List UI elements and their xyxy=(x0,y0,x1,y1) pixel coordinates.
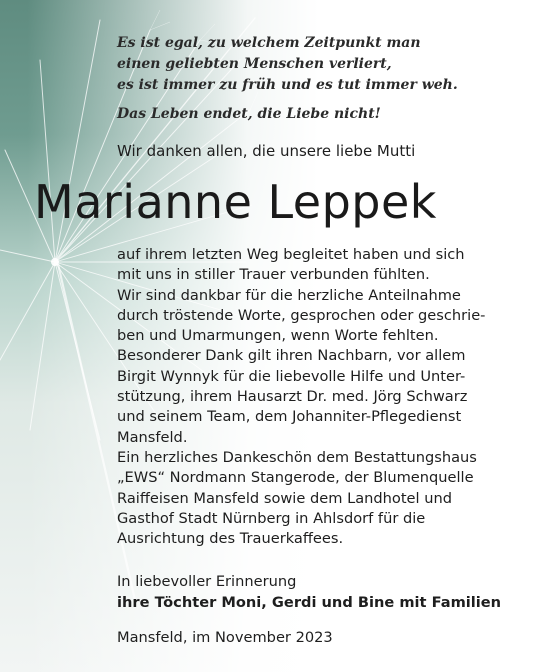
message-line: ben und Umarmungen, wenn Worte fehlten. xyxy=(117,327,439,345)
message-line: Ein herzliches Dankeschön dem Bestattungshaus xyxy=(117,448,477,466)
memorial-poem xyxy=(117,33,537,125)
message-line: durch tröstende Worte, gesprochen oder geschrie- xyxy=(117,306,486,324)
message-line: Wir sind dankbar für die herzliche Anteilnahme xyxy=(117,286,461,304)
message-line: auf ihrem letzten Weg begleitet haben und sich xyxy=(117,246,465,263)
message-line: Birgit Wynnyk für die liebevolle Hilfe und Unter- xyxy=(117,367,466,385)
thanks-intro: Wir danken allen, die unsere liebe Mutti xyxy=(117,142,416,160)
message-line: Raiffeisen Mansfeld sowie dem Landhotel und xyxy=(117,489,452,507)
poem-line: Das Leben endet, die Liebe nicht! xyxy=(117,106,381,122)
message-line: Mansfeld. xyxy=(117,428,188,446)
message-line: Besonderer Dank gilt ihren Nachbarn, vor allem xyxy=(117,347,466,365)
closing-signature xyxy=(117,571,537,648)
poem-line: es ist immer zu früh und es tut immer weh. xyxy=(117,77,458,93)
poem-line: Es ist egal, zu welchem Zeitpunkt man xyxy=(117,35,421,51)
poem-line: einen geliebten Menschen verliert, xyxy=(117,56,392,72)
place-date: Mansfeld, im November 2023 xyxy=(117,629,333,646)
deceased-name: Marianne Leppek xyxy=(34,175,437,229)
remembrance-line: In liebevoller Erinnerung xyxy=(117,573,297,590)
message-line: stützung, ihrem Hausarzt Dr. med. Jörg Schwarz xyxy=(117,388,468,406)
message-line: und seinem Team, dem Johanniter-Pflegedienst xyxy=(117,408,462,426)
thanks-message xyxy=(117,245,537,549)
message-line: mit uns in stiller Trauer verbunden fühlten. xyxy=(117,266,430,284)
family-signature: ihre Töchter Moni, Gerdi und Bine mit Familien xyxy=(117,594,502,611)
message-line: Gasthof Stadt Nürnberg in Ahlsdorf für die xyxy=(117,509,426,527)
message-line: Ausrichtung des Trauerkaffees. xyxy=(117,530,344,548)
message-line: „EWS“ Nordmann Stangerode, der Blumenquelle xyxy=(117,469,474,487)
